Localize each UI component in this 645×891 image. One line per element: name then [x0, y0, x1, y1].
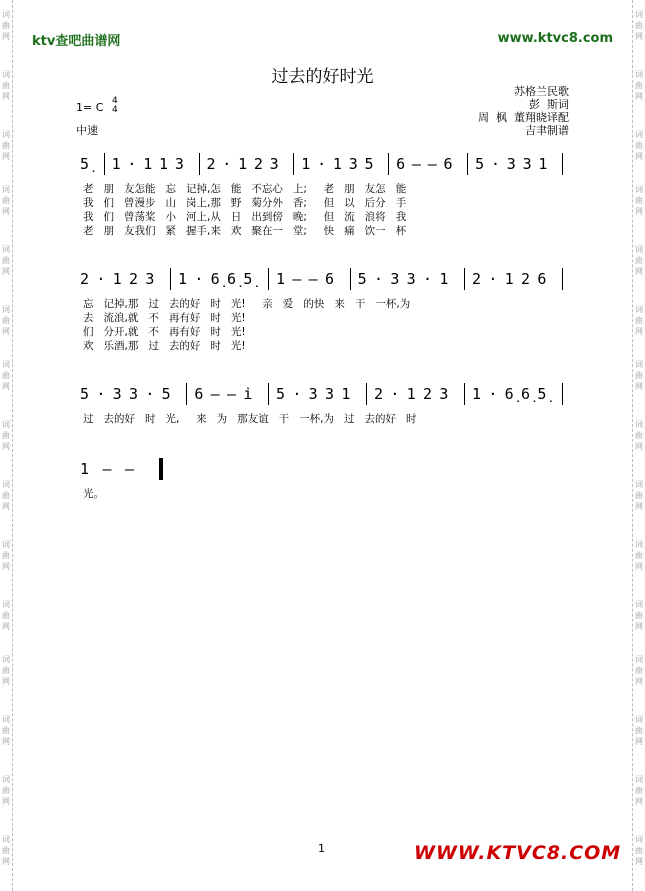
side-watermark-char: 词: [635, 10, 643, 19]
lyric-line: 们 分开,就 不 再有好 时 光!: [83, 326, 246, 338]
side-watermark-char: 网: [635, 92, 643, 101]
score-note: 6̣: [521, 385, 531, 403]
side-watermark-char: 曲: [2, 21, 10, 30]
score-note: 2: [253, 155, 263, 173]
score-note: 1: [439, 270, 449, 288]
side-watermark-char: 曲: [635, 666, 643, 675]
score-note: 1: [80, 460, 90, 478]
side-watermark-char: 曲: [2, 196, 10, 205]
score-note: 1: [111, 155, 121, 173]
score-note: 2: [521, 270, 531, 288]
side-watermark-char: 曲: [2, 786, 10, 795]
side-watermark-char: 词: [635, 835, 643, 844]
side-watermark-char: 曲: [2, 611, 10, 620]
score-note: 1: [341, 385, 351, 403]
side-watermark-char: 词: [2, 185, 10, 194]
time-signature-bottom: 4: [112, 105, 118, 115]
site-url-header[interactable]: www.ktvc8.com: [497, 31, 613, 46]
score-note: 3: [522, 155, 532, 173]
bar-line: [366, 383, 367, 405]
side-watermark-char: 网: [635, 502, 643, 511]
score-note: —: [102, 460, 112, 478]
score-note: 6: [194, 385, 204, 403]
side-watermark-char: 词: [2, 305, 10, 314]
credit-translators: 周 枫 董翔晓译配: [478, 111, 569, 124]
side-watermark-char: 词: [2, 480, 10, 489]
side-watermark-char: 词: [2, 600, 10, 609]
side-watermark-char: 曲: [635, 551, 643, 560]
score-note: 1: [112, 270, 122, 288]
side-watermark-char: 词: [2, 70, 10, 79]
side-watermark-char: 词: [2, 420, 10, 429]
score-note: 2: [374, 385, 384, 403]
side-watermark-char: 网: [635, 327, 643, 336]
score-note: 1: [332, 155, 342, 173]
score-note: 3: [112, 385, 122, 403]
side-watermark-char: 词: [2, 10, 10, 19]
score-note: —: [210, 385, 220, 403]
side-watermark-char: 网: [635, 207, 643, 216]
side-watermark-char: 词: [635, 305, 643, 314]
side-watermark-char: 网: [2, 622, 10, 631]
score-note: i: [243, 385, 253, 403]
score-note: 2: [129, 270, 139, 288]
bar-line: [562, 383, 563, 405]
score-note: 2: [80, 270, 90, 288]
side-watermark-char: 网: [2, 92, 10, 101]
side-watermark-char: 曲: [2, 371, 10, 380]
side-watermark-char: 曲: [2, 431, 10, 440]
side-watermark-char: 词: [635, 420, 643, 429]
side-watermark-char: 曲: [635, 846, 643, 855]
side-watermark-char: 网: [635, 442, 643, 451]
score-note: 3: [390, 270, 400, 288]
bar-line: [159, 458, 163, 480]
side-watermark-char: 网: [635, 622, 643, 631]
time-signature-top: 4: [112, 96, 118, 106]
score-note: —: [125, 460, 135, 478]
side-watermark-char: 网: [2, 502, 10, 511]
side-watermark-char: 词: [635, 360, 643, 369]
score-note: ·: [488, 270, 498, 288]
side-watermark-char: 曲: [2, 726, 10, 735]
side-watermark-char: 词: [2, 130, 10, 139]
side-watermark-char: 网: [2, 152, 10, 161]
side-watermark-char: 曲: [2, 846, 10, 855]
score-note: ·: [292, 385, 302, 403]
side-watermark-char: 网: [635, 382, 643, 391]
score-note: 3: [145, 270, 155, 288]
lyric-line: 光。: [83, 488, 104, 500]
bar-line: [467, 153, 468, 175]
side-watermark-char: 网: [635, 152, 643, 161]
score-note: 3: [325, 385, 335, 403]
score-note: —: [411, 155, 421, 173]
score-note: 1: [178, 270, 188, 288]
score-note: ·: [423, 270, 433, 288]
credits-block: [478, 85, 569, 137]
score-note: ·: [490, 155, 500, 173]
side-watermark-char: 网: [2, 327, 10, 336]
bar-line: [350, 268, 351, 290]
key-signature: 1= C: [76, 101, 104, 114]
score-note: —: [227, 385, 237, 403]
side-watermark-char: 曲: [635, 316, 643, 325]
side-watermark-char: 曲: [2, 81, 10, 90]
tempo-marking: 中速: [76, 124, 98, 137]
side-watermark-char: 曲: [2, 141, 10, 150]
score-note: 3: [506, 155, 516, 173]
footer-logo[interactable]: WWW.KTVC8.COM: [414, 842, 622, 864]
bar-line: [464, 383, 465, 405]
score-note: —: [308, 270, 318, 288]
score-note: 3: [439, 385, 449, 403]
side-watermark-char: 曲: [635, 21, 643, 30]
side-watermark-char: 曲: [2, 491, 10, 500]
bar-line: [562, 268, 563, 290]
side-watermark-char: 曲: [635, 786, 643, 795]
side-watermark-char: 网: [635, 737, 643, 746]
side-watermark-char: 网: [2, 797, 10, 806]
credit-engraver: 吉聿制谱: [525, 124, 569, 137]
time-signature: [112, 97, 118, 115]
side-watermark-char: 词: [635, 600, 643, 609]
side-watermark-char: 曲: [635, 491, 643, 500]
side-watermark-char: 曲: [2, 256, 10, 265]
score-note: 6: [396, 155, 406, 173]
score-note: 3: [269, 155, 279, 173]
bar-line: [186, 383, 187, 405]
side-watermark-char: 词: [2, 775, 10, 784]
score-note: 1: [143, 155, 153, 173]
score-note: 3: [308, 385, 318, 403]
score-note: 6: [537, 270, 547, 288]
score-note: 2: [472, 270, 482, 288]
side-watermark-char: 曲: [635, 726, 643, 735]
side-watermark-char: 曲: [635, 141, 643, 150]
lyric-line: 我 们 曾漫步 山 岗上,那 野 菊分外 香; 但 以 后分 手: [83, 197, 407, 209]
side-watermark-char: 网: [635, 267, 643, 276]
side-watermark-char: 曲: [635, 611, 643, 620]
score-note: 1: [406, 385, 416, 403]
score-note: ·: [194, 270, 204, 288]
score-note: 1: [238, 155, 248, 173]
side-watermark-char: 网: [2, 737, 10, 746]
score-note: 5: [161, 385, 171, 403]
score-note: 5: [357, 270, 367, 288]
score-note: ·: [390, 385, 400, 403]
page-number: 1: [318, 842, 325, 855]
lyric-line: 我 们 曾荡桨 小 河上,从 日 出到傍 晚; 但 流 浪将 我: [83, 211, 407, 223]
bar-line: [268, 383, 269, 405]
score-note: ·: [317, 155, 327, 173]
song-title: 过去的好时光: [271, 67, 374, 87]
score-note: ·: [488, 385, 498, 403]
lyric-line: 老 朋 友怎能 忘 记掉,怎 能 不忘心 上; 老 朋 友怎 能: [83, 183, 407, 195]
side-watermark-char: 词: [635, 540, 643, 549]
score-note: 5̣: [243, 270, 253, 288]
score-note: 6: [443, 155, 453, 173]
side-watermark-char: 网: [2, 857, 10, 866]
side-watermark-char: 词: [635, 775, 643, 784]
side-watermark-char: 词: [635, 715, 643, 724]
side-watermark-char: 网: [635, 32, 643, 41]
side-watermark-char: 曲: [2, 666, 10, 675]
score-note: 1: [538, 155, 548, 173]
side-watermark-char: 网: [635, 677, 643, 686]
side-watermark-char: 网: [2, 677, 10, 686]
side-watermark-char: 曲: [2, 551, 10, 560]
score-note: 6̣: [210, 270, 220, 288]
side-watermark-char: 词: [635, 130, 643, 139]
score-note: 3: [406, 270, 416, 288]
score-note: 2: [206, 155, 216, 173]
side-watermark-char: 曲: [635, 196, 643, 205]
score-note: 6: [325, 270, 335, 288]
side-watermark-char: 网: [635, 562, 643, 571]
score-note: ·: [374, 270, 384, 288]
score-note: 1: [276, 270, 286, 288]
score-note: 1: [159, 155, 169, 173]
score-note: 3: [129, 385, 139, 403]
side-watermark-char: 曲: [635, 371, 643, 380]
lyric-line: 忘 记掉,那 过 去的好 时 光! 亲 爱 的快 来 干 一杯,为: [83, 298, 411, 310]
side-watermark-char: 曲: [2, 316, 10, 325]
score-note: 5: [364, 155, 374, 173]
side-watermark-char: 词: [2, 540, 10, 549]
side-watermark-char: 网: [2, 32, 10, 41]
side-watermark-char: 词: [2, 245, 10, 254]
side-watermark-char: 网: [2, 382, 10, 391]
score-note: ·: [145, 385, 155, 403]
score-note: —: [427, 155, 437, 173]
lyric-line: 去 流浪,就 不 再有好 时 光!: [83, 312, 246, 324]
site-name-header[interactable]: ktv查吧曲谱网: [32, 34, 121, 49]
side-watermark-char: 词: [635, 480, 643, 489]
side-watermark-char: 网: [2, 562, 10, 571]
side-watermark-char: 网: [2, 442, 10, 451]
credit-lyricist: 彭 斯词: [529, 98, 569, 111]
bar-line: [464, 268, 465, 290]
lyric-line: 欢 乐酒,那 过 去的好 时 光!: [83, 340, 246, 352]
side-watermark-char: 曲: [635, 81, 643, 90]
score-note: 5: [276, 385, 286, 403]
bar-line: [199, 153, 200, 175]
score-note: 5̣: [80, 155, 90, 173]
score-note: 5̣: [537, 385, 547, 403]
bar-line: [268, 268, 269, 290]
bar-line: [388, 153, 389, 175]
side-watermark-char: 词: [2, 360, 10, 369]
side-watermark-char: 网: [635, 797, 643, 806]
score-note: 6̣: [227, 270, 237, 288]
side-watermark-char: 词: [635, 245, 643, 254]
credit-origin: 苏格兰民歌: [514, 85, 569, 98]
score-note: ·: [96, 270, 106, 288]
score-note: 3: [174, 155, 184, 173]
score-note: ·: [127, 155, 137, 173]
side-watermark-char: 词: [635, 655, 643, 664]
side-watermark-char: 网: [635, 857, 643, 866]
score-note: 5: [80, 385, 90, 403]
side-watermark-char: 曲: [635, 431, 643, 440]
score-note: ·: [222, 155, 232, 173]
side-watermark-char: 词: [635, 70, 643, 79]
score-note: 6̣: [504, 385, 514, 403]
score-note: 5: [475, 155, 485, 173]
score-note: 1: [504, 270, 514, 288]
side-watermark-char: 曲: [635, 256, 643, 265]
side-watermark-char: 网: [2, 267, 10, 276]
bar-line: [293, 153, 294, 175]
side-watermark-char: 词: [2, 835, 10, 844]
lyric-line: 过 去的好 时 光, 来 为 那友谊 干 一杯,为 过 去的好 时: [83, 413, 417, 425]
side-watermark-char: 词: [2, 655, 10, 664]
score-note: 2: [423, 385, 433, 403]
score-note: —: [292, 270, 302, 288]
score-note: 1: [472, 385, 482, 403]
side-watermark-char: 词: [635, 185, 643, 194]
lyric-line: 老 朋 友我们 紧 握手,来 欢 聚在一 堂; 快 痛 饮一 杯: [83, 225, 407, 237]
score-note: 3: [348, 155, 358, 173]
bar-line: [170, 268, 171, 290]
bar-line: [104, 153, 105, 175]
side-watermark-char: 词: [2, 715, 10, 724]
bar-line: [562, 153, 563, 175]
score-note: 1: [301, 155, 311, 173]
side-watermark-char: 网: [2, 207, 10, 216]
score-note: ·: [96, 385, 106, 403]
